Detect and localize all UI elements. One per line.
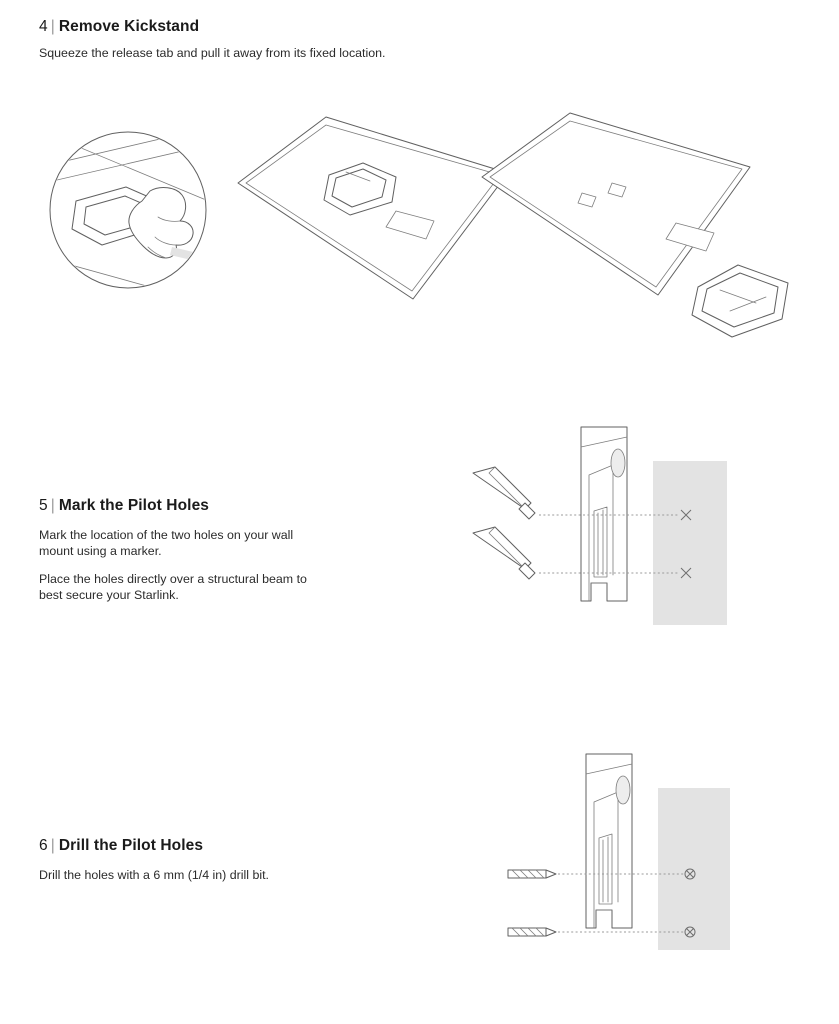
step-4-paragraph-1: Squeeze the release tab and pull it away from its fixed location. [39,46,386,60]
kickstand-removal-diagram [30,105,820,340]
magnified-hand-squeezing-release-tab [35,125,230,305]
drill-bit-lower [508,928,556,936]
drill-pilot-holes-diagram [490,740,760,965]
step-4-title: Remove Kickstand [58,18,200,35]
step-5-heading [39,497,329,515]
wall-surface [658,788,730,950]
step-4-heading [39,18,559,36]
step-6-heading [39,837,359,855]
step-6-paragraph-1: Drill the holes with a 6 mm (1/4 in) drill bit. [39,868,269,882]
step-6-title: Drill the Pilot Holes [58,837,204,854]
step-4-number: 4 [39,18,48,35]
mark-pilot-holes-diagram [455,415,755,660]
step-4-text-block [39,18,559,61]
marker-pen-lower [473,527,535,579]
step-6-number: 6 [39,837,48,854]
dish-rear-with-kickstand-attached [238,117,508,299]
dish-rear-with-kickstand-detached [482,113,788,337]
wall-surface [653,461,727,625]
drill-bit-upper [508,870,556,878]
step-6-text-block [39,837,359,883]
wall-mount-side-view [581,427,627,601]
step-5-number: 5 [39,497,48,514]
step-5-title: Mark the Pilot Holes [58,497,210,514]
step-5-paragraph-2: Place the holes directly over a structural beam to best secure your Starlink. [39,572,307,602]
step-6-separator: | [50,837,55,854]
wall-mount-side-view [586,754,632,928]
step-5-separator: | [50,497,55,514]
marker-pen-upper [473,467,535,519]
step-4-separator: | [50,18,55,35]
step-5-paragraph-1: Mark the location of the two holes on your wall mount using a marker. [39,528,294,558]
step-5-text-block [39,497,329,603]
